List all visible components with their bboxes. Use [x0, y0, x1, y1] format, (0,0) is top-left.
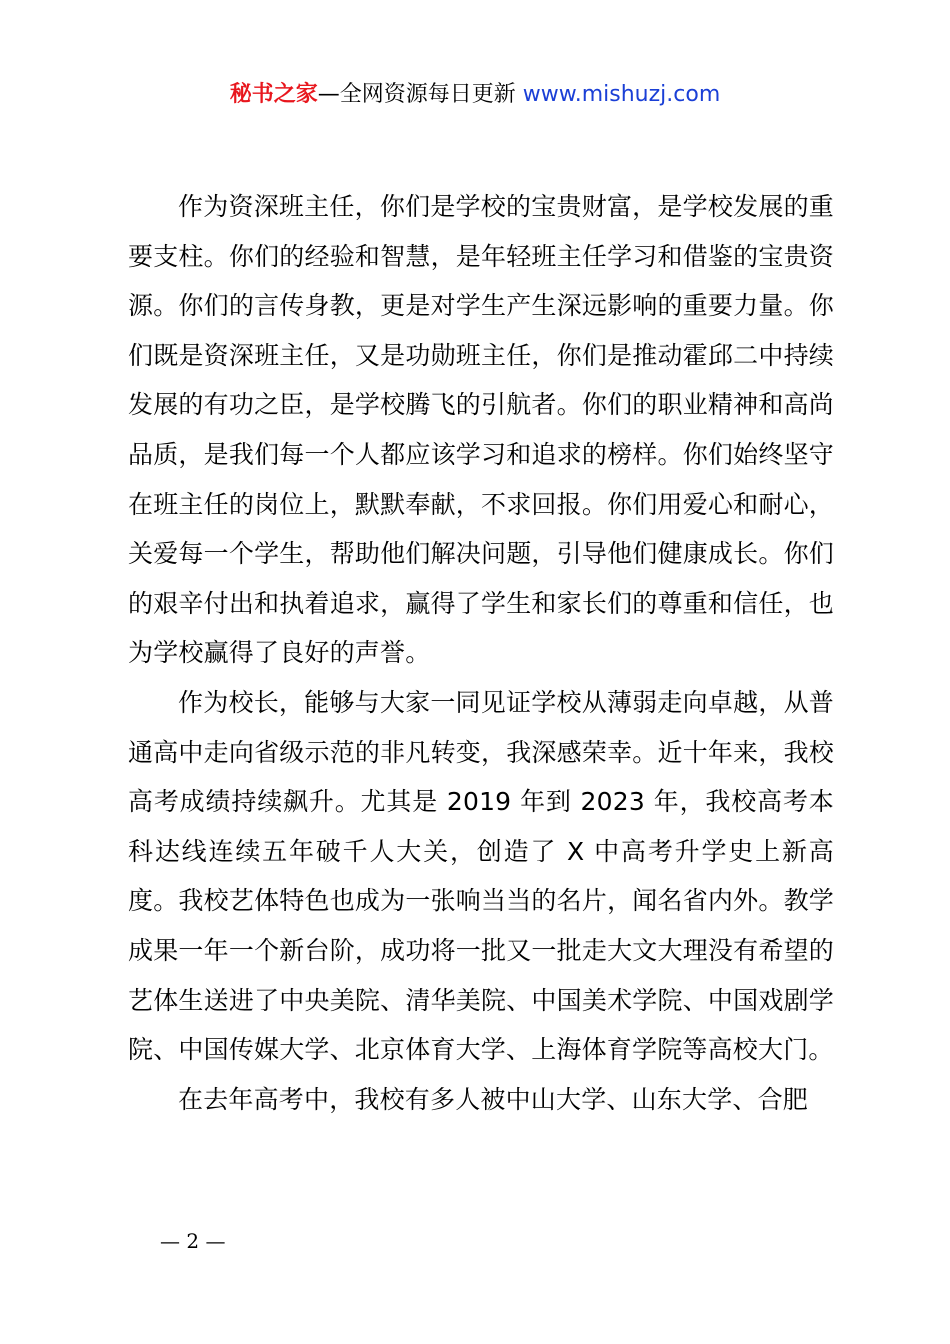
header-tagline: —全网资源每日更新: [317, 82, 523, 107]
site-url-link[interactable]: www.mishuzj.com: [522, 82, 721, 107]
document-body: [128, 182, 834, 1124]
page-number: — 2 —: [160, 1229, 226, 1253]
brand-name: 秘书之家: [229, 82, 318, 107]
site-header: [0, 78, 950, 112]
paragraph-1: 作为资深班主任，你们是学校的宝贵财富，是学校发展的重要支柱。你们的经验和智慧，是年轻班主任学习和借鉴的宝贵资源。你们的言传身教，更是对学生产生深远影响的重要力量。你们既是资深班主任，又是功勋班主任，你们是推动霍邱二中持续发展的有功之臣，是学校腾飞的引航者。你们的职业精神和高尚品质，是我们每一个人都应该学习和追求的榜样。你们始终坚守在班主任的岗位上，默默奉献，不求回报。你们用爱心和耐心，关爱每一个学生，帮助他们解决问题，引导他们健康成长。你们的艰辛付出和执着追求，赢得了学生和家长们的尊重和信任，也为学校赢得了良好的声誉。: [128, 192, 834, 668]
paragraph-3: 在去年高考中，我校有多人被中山大学、山东大学、合肥: [178, 1084, 809, 1114]
paragraph-2: 作为校长，能够与大家一同见证学校从薄弱走向卓越，从普通高中走向省级示范的非凡转变，我深感荣幸。近十年来，我校高考成绩持续飙升。尤其是 2019 年到 2023 年，我校高考本科达线连续五年破千人大关，创造了 X 中高考升学史上新高度。我校艺体特色也成为一张响当当的名片，闻名省内外。教学成果一年一个新台阶，成功将一批又一批走大文大理没有希望的艺体生送进了中央美院、清华美院、中国美术学院、中国戏剧学院、中国传媒大学、北京体育大学、上海体育学院等高校大门。: [128, 687, 834, 1065]
